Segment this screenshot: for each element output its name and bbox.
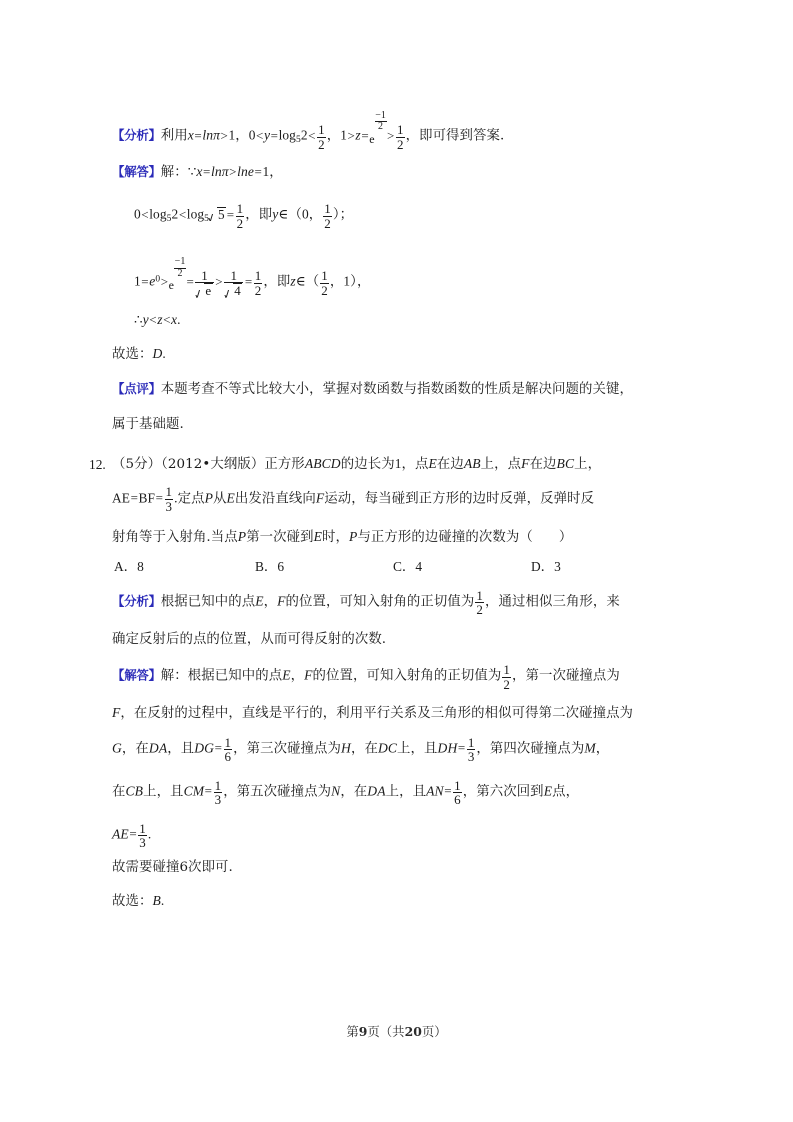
fraction-denominator: 3 bbox=[165, 499, 173, 514]
eq: = bbox=[203, 164, 211, 179]
fraction-numerator: 1 bbox=[214, 777, 222, 793]
t1: ，在 bbox=[121, 741, 149, 757]
point-P2: P bbox=[349, 528, 358, 544]
solve-prefix: 解： bbox=[160, 165, 188, 180]
q11-answer-block-2 bbox=[112, 199, 684, 229]
lparen: （ bbox=[288, 207, 302, 223]
choice-B-label: B． bbox=[255, 559, 278, 575]
q11-answer-line-3 bbox=[134, 256, 684, 299]
fraction-numerator: 1 bbox=[254, 268, 262, 284]
page-footer bbox=[0, 1022, 793, 1040]
var-x: x bbox=[187, 127, 194, 143]
fraction-denominator bbox=[224, 283, 243, 298]
q12-source: （2012•大纲版） bbox=[161, 457, 265, 473]
eq1: = bbox=[130, 490, 138, 506]
q11-analysis-block bbox=[112, 110, 684, 152]
lparen: （ bbox=[305, 275, 320, 291]
fraction-numerator: 1 bbox=[476, 587, 483, 603]
point-F: F bbox=[112, 705, 121, 721]
q12-analysis-block bbox=[112, 586, 684, 646]
footer-total-pages: 20 bbox=[404, 1024, 422, 1039]
eq3: = bbox=[244, 274, 253, 290]
fraction-half-interval bbox=[320, 269, 329, 297]
q12-text-b: 的边长为 bbox=[340, 457, 395, 473]
eq: = bbox=[226, 206, 235, 222]
segment-DA: DA bbox=[148, 740, 168, 756]
point-P: P bbox=[204, 490, 213, 506]
choice-A-value: 8 bbox=[137, 559, 144, 575]
point-H: H bbox=[341, 740, 351, 756]
period: . bbox=[162, 346, 166, 361]
t4: ，在 bbox=[350, 741, 378, 757]
interval-low: 0 bbox=[301, 206, 309, 222]
t6: ，第四次碰撞点为 bbox=[476, 741, 585, 757]
radical-sqrt-4 bbox=[225, 283, 242, 298]
footer-prefix: 第 bbox=[346, 1024, 359, 1039]
point-G: G bbox=[112, 740, 122, 756]
fraction-numerator: 1 bbox=[195, 269, 213, 284]
q11-answer-line-1 bbox=[112, 165, 684, 179]
comment-label: 【点评】 bbox=[112, 381, 161, 397]
fraction-numerator: 1 bbox=[318, 122, 325, 137]
segment-AE: AE bbox=[112, 490, 131, 506]
fraction-half bbox=[254, 269, 263, 297]
q12-analysis-text-c: ，通过相似三角形，来 bbox=[485, 594, 620, 610]
choice-C-value: 4 bbox=[415, 559, 423, 575]
log-1: log bbox=[278, 127, 296, 143]
var-x: x bbox=[196, 164, 203, 179]
q12-choices bbox=[112, 556, 684, 576]
t3: ，第五次碰撞点为 bbox=[223, 784, 332, 800]
fraction-half-1 bbox=[317, 123, 326, 151]
analysis-text-1: 利用 bbox=[160, 128, 188, 144]
q12-analysis-text-2: 确定反射后的点的位置，从而可得反射的次数. bbox=[112, 632, 387, 648]
answer-label: 【解答】 bbox=[112, 164, 161, 179]
q12-analysis-text-a: 根据已知中的点 bbox=[160, 594, 256, 610]
choice-A[interactable] bbox=[114, 556, 144, 575]
q12-text-e: ） bbox=[558, 529, 573, 545]
lt: < bbox=[149, 312, 157, 328]
eq2: = bbox=[254, 164, 262, 179]
fraction-one-third bbox=[467, 736, 476, 764]
interval-high: 1 bbox=[343, 274, 351, 290]
q12-analysis-line-2 bbox=[112, 632, 684, 646]
num-one: 1 bbox=[262, 164, 270, 179]
fraction-denominator: 3 bbox=[139, 835, 146, 851]
exponent-fraction bbox=[174, 257, 186, 278]
q12-analysis-line-1 bbox=[112, 586, 684, 618]
exponent-numerator: −1 bbox=[375, 110, 387, 121]
point-F: F bbox=[304, 667, 313, 683]
q12-stem-line-1 bbox=[112, 457, 684, 471]
q12-answer-text-b: 的位置，可知入射角的正切值为 bbox=[312, 668, 502, 684]
q12-answer-line-1 bbox=[112, 660, 684, 692]
q11-answer-block-3 bbox=[112, 256, 684, 299]
segment-BC: BC bbox=[556, 456, 575, 472]
comma-3: ， bbox=[405, 128, 420, 144]
radicand: 5 bbox=[218, 206, 225, 222]
q12-text-b: 第一次碰到 bbox=[246, 529, 314, 545]
solve-prefix: 解： bbox=[160, 668, 188, 684]
analysis-label: 【分析】 bbox=[112, 593, 161, 609]
log2-base: 5 bbox=[204, 214, 210, 225]
fraction-denominator: 3 bbox=[214, 792, 222, 808]
q12-answer-text-c: ，第一次碰撞点为 bbox=[511, 668, 620, 684]
choice-C-label: C． bbox=[393, 559, 416, 575]
namely: 即 bbox=[258, 207, 273, 223]
q12-answer-line-4 bbox=[112, 776, 684, 808]
choice-C[interactable] bbox=[393, 556, 422, 575]
segment-AN: AN bbox=[426, 783, 444, 799]
q12-answer-line-6 bbox=[112, 860, 684, 874]
q12-answer-line-2 bbox=[112, 706, 684, 720]
lt2: < bbox=[163, 312, 171, 328]
fraction-numerator: 1 bbox=[467, 734, 475, 750]
point-E: E bbox=[255, 593, 264, 609]
because-symbol: ∵ bbox=[187, 164, 197, 179]
q12-text-a: 射角等于入射角.当点 bbox=[112, 529, 238, 545]
num-zero-1: 0 bbox=[248, 127, 256, 143]
gt-3: > bbox=[387, 127, 395, 143]
t5: 上，且 bbox=[397, 741, 438, 757]
point-P: P bbox=[237, 528, 247, 544]
q12-text-d: 与正方形的边碰撞的次数为（ bbox=[357, 529, 533, 545]
point-N: N bbox=[331, 783, 341, 799]
log: log bbox=[149, 206, 167, 222]
q12-text-f: 在边 bbox=[529, 457, 557, 473]
in-symbol: ∈ bbox=[295, 274, 306, 290]
q11-comment-line-1 bbox=[112, 382, 684, 396]
fraction-numerator: 1 bbox=[236, 201, 244, 217]
q12-analysis-text-b: 的位置，可知入射角的正切值为 bbox=[285, 594, 475, 610]
fraction-denominator: 2 bbox=[476, 602, 483, 618]
period: . bbox=[177, 312, 181, 328]
var-y: y bbox=[263, 127, 271, 143]
num-one-2: 1 bbox=[340, 127, 347, 143]
t2: ，且 bbox=[167, 741, 195, 757]
q11-answer-block-4 bbox=[112, 313, 684, 327]
var-z: z bbox=[290, 274, 296, 290]
t6: ，第六次回到 bbox=[462, 784, 544, 800]
segment-AE: AE bbox=[112, 826, 129, 842]
semicolon: ； bbox=[339, 207, 354, 223]
eq-1: = bbox=[194, 127, 202, 143]
q11-choose-line bbox=[112, 347, 684, 361]
var-y: y bbox=[142, 312, 149, 328]
fraction-denominator: 2 bbox=[503, 676, 510, 692]
q12-answer-line-3 bbox=[112, 733, 684, 765]
gt-1: > bbox=[220, 127, 228, 143]
period: . bbox=[174, 490, 178, 506]
q12-text-g: 上， bbox=[574, 457, 602, 473]
q12-answer-line-7 bbox=[112, 894, 684, 908]
var-z: z bbox=[157, 312, 163, 328]
q12-answer-text-a: 根据已知中的点 bbox=[187, 668, 283, 684]
choice-D-value: 3 bbox=[554, 559, 561, 575]
gt2: > bbox=[215, 274, 223, 290]
q12-text-c: 时， bbox=[322, 529, 350, 545]
lne: lne bbox=[237, 164, 254, 179]
eq2: = bbox=[444, 783, 452, 799]
eq-2: = bbox=[270, 127, 279, 143]
segment-DH: DH bbox=[437, 740, 458, 756]
comma3: ， bbox=[356, 275, 371, 291]
page-content bbox=[89, 104, 684, 910]
answer-label: 【解答】 bbox=[112, 667, 161, 683]
log2: log bbox=[186, 206, 205, 222]
fraction-one-sixth bbox=[224, 736, 233, 764]
q12-block bbox=[89, 456, 684, 576]
t7: 点， bbox=[552, 784, 580, 800]
period: . bbox=[147, 826, 152, 842]
fraction-numerator: 1 bbox=[139, 820, 146, 836]
fraction-denominator: 2 bbox=[324, 215, 331, 231]
q12-answer-text-2: ，在反射的过程中，直线是平行的，利用平行关系及三角形的相似可得第二次碰撞点为 bbox=[120, 706, 634, 722]
exponent-fraction bbox=[375, 111, 387, 132]
fraction-half bbox=[502, 663, 511, 691]
fraction-numerator: 1 bbox=[224, 734, 232, 750]
rparen: ） bbox=[350, 275, 357, 291]
comma2: ， bbox=[329, 275, 344, 291]
fraction-one-third bbox=[165, 485, 174, 513]
log-arg: 2 bbox=[171, 206, 179, 222]
q12-conclusion: 故需要碰撞6次即可. bbox=[112, 859, 233, 875]
choice-D[interactable] bbox=[531, 556, 561, 575]
fraction-half-2 bbox=[396, 123, 405, 151]
num-zero: 0 bbox=[134, 206, 141, 222]
namely: 即 bbox=[276, 275, 291, 291]
fraction-denominator bbox=[195, 283, 213, 298]
point-F: F bbox=[277, 593, 286, 609]
q12-answer-block bbox=[112, 660, 684, 908]
log-arg-2: 2 bbox=[300, 127, 308, 143]
q12-stem-line-2 bbox=[112, 483, 684, 515]
eq2: = bbox=[186, 274, 194, 290]
e-exponent-zero: 0 bbox=[155, 275, 161, 286]
eq-3: = bbox=[361, 127, 369, 143]
analysis-text-2: 即可得到答案. bbox=[419, 128, 505, 144]
fraction-denominator: 2 bbox=[236, 215, 244, 231]
radical-sqrt-e bbox=[196, 283, 212, 298]
rparen: ） bbox=[332, 207, 340, 223]
comment-text-1: 本题考查不等式比较大小，掌握对数函数与指数函数的性质是解决问题的关键， bbox=[160, 382, 633, 398]
radicand: 4 bbox=[234, 283, 241, 299]
footer-mid: 页（共 bbox=[367, 1024, 405, 1039]
q12-text-a: 正方形 bbox=[264, 457, 305, 473]
fraction-half-interval bbox=[323, 202, 332, 230]
fraction-denominator: 2 bbox=[254, 282, 262, 298]
footer-suffix: 页） bbox=[421, 1024, 447, 1039]
side-length: 1 bbox=[394, 456, 402, 472]
fraction-numerator: 1 bbox=[321, 268, 328, 284]
radical-sqrt5 bbox=[209, 207, 226, 221]
point-F: F bbox=[315, 490, 325, 506]
fraction-denominator: 2 bbox=[396, 136, 404, 152]
t2: 上，且 bbox=[143, 784, 184, 800]
comma: ， bbox=[263, 594, 278, 610]
q12-answer-line-5 bbox=[112, 819, 684, 851]
comma-2: ， bbox=[326, 128, 341, 144]
gt-2: > bbox=[347, 127, 355, 143]
q12-text-d: 在边 bbox=[436, 457, 464, 473]
log-base: 5 bbox=[166, 214, 172, 225]
segment-DG: DG bbox=[194, 740, 215, 756]
eq: = bbox=[141, 274, 149, 290]
q12-text-d: 运动，每当碰到正方形的边时反弹，反弹时反 bbox=[324, 491, 595, 507]
t3: ，第三次碰撞点为 bbox=[233, 741, 342, 757]
lnpi: lnπ bbox=[210, 164, 229, 179]
q12-text-c: 出发沿直线向 bbox=[234, 491, 316, 507]
q12-stem-line-3 bbox=[112, 530, 684, 544]
t7: ， bbox=[595, 741, 610, 757]
choice-B[interactable] bbox=[255, 556, 284, 575]
q11-analysis-line bbox=[112, 110, 684, 152]
comma2: ， bbox=[308, 207, 323, 223]
point-M: M bbox=[584, 740, 596, 756]
eq2: = bbox=[155, 490, 164, 506]
choose-label: 故选： bbox=[112, 347, 153, 362]
fraction-half bbox=[475, 589, 484, 617]
var-z: z bbox=[355, 127, 361, 143]
fraction-numerator: 1 bbox=[224, 269, 243, 284]
fraction-numerator: 1 bbox=[396, 122, 404, 137]
fraction-denominator: 6 bbox=[224, 749, 232, 765]
chosen-answer: B bbox=[152, 893, 161, 909]
comma: ， bbox=[290, 668, 305, 684]
gt: > bbox=[160, 274, 169, 290]
q12-text-e: 上，点 bbox=[480, 457, 522, 473]
footer-page-number: 9 bbox=[358, 1024, 368, 1039]
fraction-denominator: 2 bbox=[318, 136, 325, 152]
q12-score: （5分） bbox=[112, 457, 162, 473]
fraction-numerator: 1 bbox=[165, 484, 173, 500]
q11-answer-line-4 bbox=[134, 313, 684, 327]
eq2: = bbox=[457, 740, 466, 756]
e-base: e bbox=[149, 274, 156, 290]
comma: ， bbox=[269, 165, 283, 180]
segment-BF: BF bbox=[138, 490, 156, 506]
fraction-one-third bbox=[138, 822, 147, 850]
lnpi-1: lnπ bbox=[202, 127, 221, 143]
fraction-one-sixth bbox=[453, 779, 462, 807]
label-ABCD: ABCD bbox=[304, 456, 341, 472]
fraction-denominator: 2 bbox=[321, 282, 328, 298]
point-F: F bbox=[521, 456, 530, 472]
q11-answer-block bbox=[112, 165, 684, 179]
segment-DA: DA bbox=[367, 783, 386, 799]
in-symbol: ∈ bbox=[278, 206, 289, 222]
q12-text-a: 定点 bbox=[177, 491, 205, 507]
segment-CM: CM bbox=[183, 783, 205, 799]
lt: < bbox=[141, 206, 149, 222]
eq: = bbox=[129, 826, 137, 842]
point-E: E bbox=[428, 456, 437, 472]
choose-label: 故选： bbox=[112, 894, 153, 910]
var-x: x bbox=[171, 312, 178, 328]
gt: > bbox=[229, 164, 237, 179]
fraction-one-over-sqrt-e bbox=[195, 269, 213, 298]
segment-DC: DC bbox=[377, 740, 398, 756]
point-E: E bbox=[543, 783, 553, 799]
lt-1: < bbox=[256, 127, 264, 143]
chosen-answer: D bbox=[152, 346, 163, 361]
comma: ， bbox=[263, 275, 277, 291]
choice-D-label: D． bbox=[531, 559, 555, 575]
eq: = bbox=[204, 783, 213, 799]
exponent-numerator: −1 bbox=[174, 256, 186, 268]
q12-number: 12. bbox=[89, 457, 106, 473]
exponent-denominator: 2 bbox=[378, 121, 384, 133]
q11-answer-block-5 bbox=[112, 347, 684, 361]
segment-AB: AB bbox=[463, 456, 481, 472]
point-E: E bbox=[226, 490, 235, 506]
q12-text-b: 从 bbox=[212, 491, 227, 507]
fraction-one-over-sqrt-4 bbox=[224, 269, 243, 298]
fraction-denominator: 6 bbox=[454, 792, 461, 808]
q11-comment-line-2 bbox=[112, 417, 684, 431]
analysis-label: 【分析】 bbox=[112, 127, 161, 143]
q12-text-c: ，点 bbox=[401, 457, 429, 473]
lt2: < bbox=[178, 206, 187, 222]
choice-A-label: A． bbox=[114, 559, 138, 575]
fraction-half bbox=[236, 202, 245, 230]
eq: = bbox=[214, 740, 222, 756]
var-y: y bbox=[272, 206, 279, 222]
choice-B-value: 6 bbox=[277, 559, 285, 575]
comma: ， bbox=[245, 207, 259, 223]
exp-base-e: e bbox=[168, 278, 175, 293]
comma-1: ， bbox=[235, 128, 249, 144]
period: . bbox=[160, 893, 165, 909]
radicand: e bbox=[205, 283, 212, 299]
exp-base-e: e bbox=[369, 132, 375, 147]
t1: 在 bbox=[112, 784, 126, 800]
q11-comment-block bbox=[112, 382, 684, 431]
fraction-one-third bbox=[214, 779, 223, 807]
t4: ，在 bbox=[340, 784, 368, 800]
num-one: 1 bbox=[134, 274, 141, 290]
point-E: E bbox=[313, 528, 323, 544]
num-one-1: 1 bbox=[228, 127, 236, 143]
segment-CB: CB bbox=[125, 783, 144, 799]
lt-2: < bbox=[308, 127, 316, 143]
point-E: E bbox=[282, 667, 291, 683]
q11-answer-line-2 bbox=[134, 199, 684, 229]
fraction-numerator: 1 bbox=[503, 662, 510, 678]
comment-text-2: 属于基础题. bbox=[112, 416, 184, 432]
t5: 上，且 bbox=[385, 784, 427, 800]
log-base-5: 5 bbox=[295, 135, 301, 146]
fraction-denominator: 3 bbox=[467, 749, 475, 765]
therefore-symbol: ∴ bbox=[134, 312, 143, 328]
fraction-numerator: 1 bbox=[324, 201, 331, 217]
exponent-denominator: 2 bbox=[177, 267, 183, 279]
fraction-numerator: 1 bbox=[454, 777, 461, 793]
